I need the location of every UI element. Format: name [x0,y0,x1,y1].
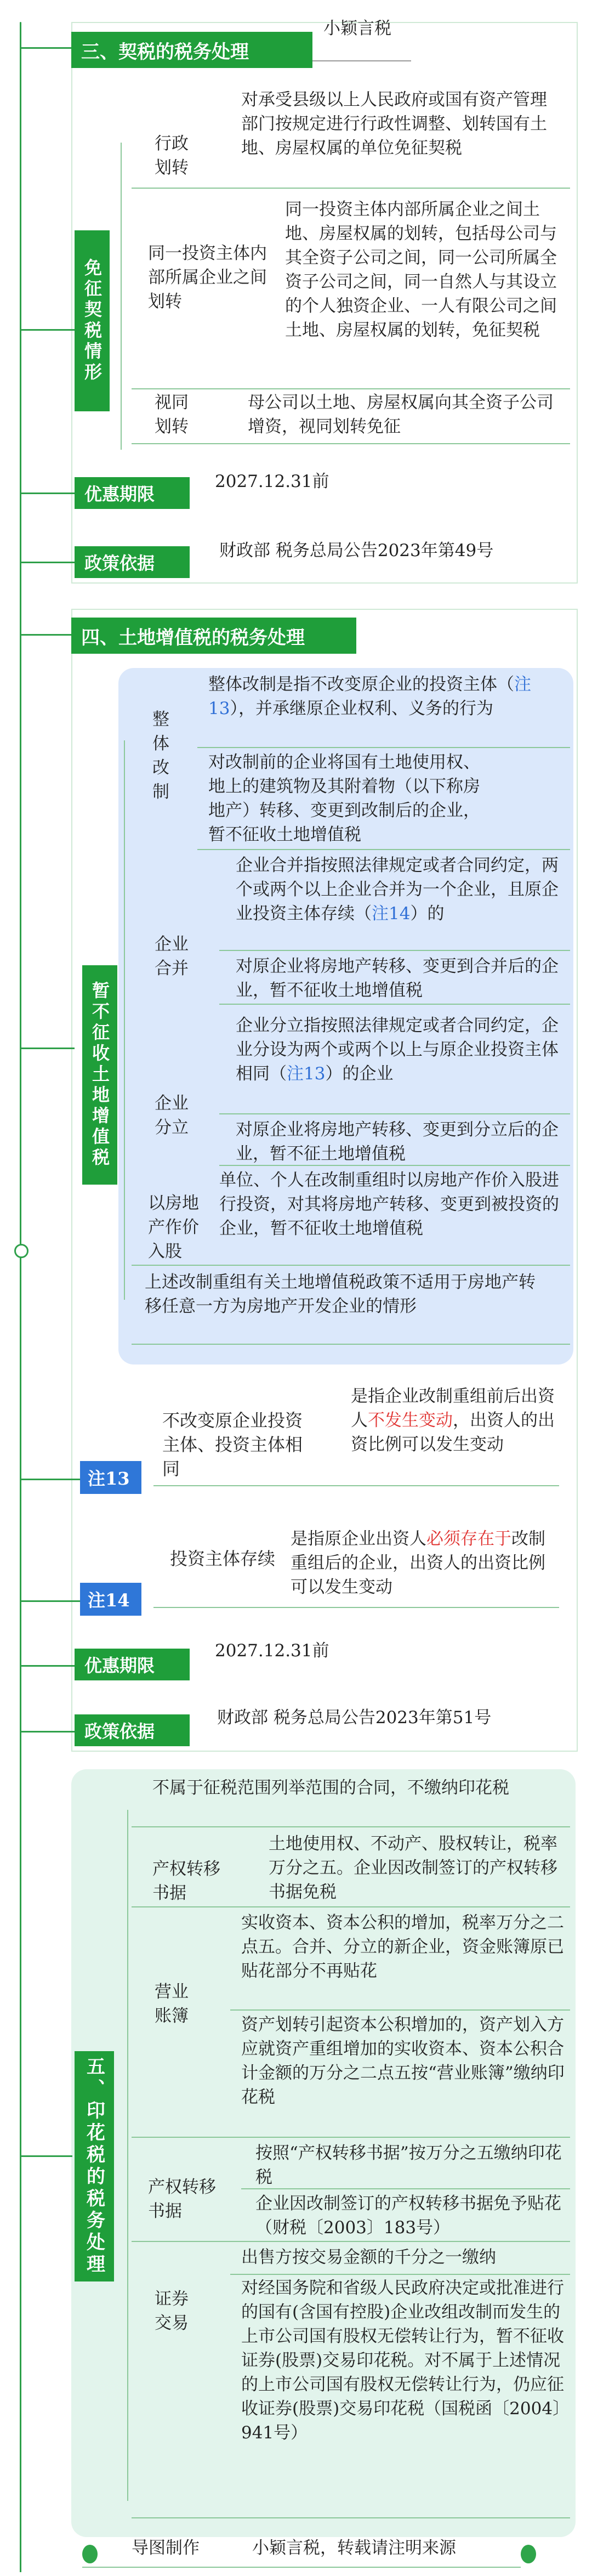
s3-item1-label: 行政划转 [155,134,189,178]
s3-period-value: 2027.12.31前 [215,472,329,491]
s3-connector [20,47,72,49]
s4-split-line1 [219,1113,570,1114]
s5-g1-text: 土地使用权、不动产、股权转让，税率万分之五。企业因改制签订的产权转移书据免税 [269,1834,557,1902]
s3-item2-line [132,388,570,389]
s4-split-def: 企业分立指按照法律规定或者合同约定，企业分设为两个或两个以上与原企业投资主体相同（注13）的企业 [236,1016,559,1084]
s4-split-label: 企业分立 [155,1094,189,1137]
trunk-line-bottom [20,1256,21,2572]
s5-g2-line1 [230,2009,570,2011]
s4-restructure-def: 整体改制是指不改变原企业的投资主体（注13），并承继原企业权利、义务的行为 [208,675,531,718]
s5-intro: 不属于征税范围列举范围的合同，不缴纳印花税 [152,1778,509,1798]
s4-period-connector [20,1665,75,1667]
s4-connector [20,634,72,636]
s4-restructure-line2 [197,849,570,850]
s3-item1-line [132,188,570,189]
s5-g1-label: 产权转移书据 [152,1859,220,1903]
s5-g4-line2 [132,2517,570,2518]
s4-note14-connector [20,1600,80,1602]
s3-exempt-label[interactable]: 免征契税情形 [75,230,110,411]
leaf-icon-left [82,2545,98,2563]
s5-g3-text1: 按照“产权转移书据”按万分之五缴纳印花税 [255,2143,562,2187]
s5-connector [20,2155,72,2157]
s4-restructure-label: 整体改制 [152,710,169,802]
root-node[interactable] [14,1244,29,1258]
footer-line [82,2567,521,2568]
s3-policy-label[interactable]: 政策依据 [75,546,190,578]
s5-g2-label: 营业账簿 [155,1982,189,2026]
leaf-icon-right [521,2545,536,2563]
s5-g2-line2 [132,2137,570,2138]
s4-merge-label: 企业合并 [155,935,189,978]
s4-note13-label[interactable]: 注13 [80,1461,141,1494]
s3-item3-line [132,443,570,444]
s4-note13-term: 不改变原企业投资主体、投资主体相同 [162,1410,303,1479]
s4-policy-value: 财政部 税务总局公告2023年第51号 [217,1708,492,1728]
s4-bracket [124,740,125,1300]
s4-invest-text: 单位、个人在改制重组时以房地产作价入股进行投资，对其将房地产转移、变更到被投资的企业，暂不征收土地增值税 [219,1170,559,1238]
s4-merge-line2 [219,1004,570,1005]
s4-exclude-line [132,1344,570,1345]
s5-g1-line [132,1906,570,1907]
footer-made-by: 导图制作 [132,2538,200,2558]
s5-vertical-label[interactable]: 五、印花税的税务处理 [75,2051,114,2281]
s5-g3-line2 [132,2241,570,2242]
s4-split-rule: 对原企业将房地产转移、变更到分立后的企业，暂不征土地增值税 [236,1120,559,1164]
s3-item2-label: 同一投资主体内部所属企业之间划转 [148,244,267,312]
s5-g3-text2: 企业因改制签订的产权转移书据免予贴花（财税〔2003〕183号） [255,2194,561,2238]
s4-note14-term: 投资主体存续 [170,1548,276,1569]
s4-note14-label[interactable]: 注14 [80,1583,141,1616]
s3-period-connector [20,492,75,494]
s4-note14-line [153,1607,559,1608]
s3-period-label[interactable]: 优惠期限 [75,477,190,509]
s4-vertical-connector [20,1048,75,1049]
s5-intro-line [132,1826,570,1827]
s3-item3-label: 视同划转 [155,393,189,437]
s3-item2-text: 同一投资主体内部所属企业之间土地、房屋权属的划转，包括母公司与其全资子公司之间，同一公司所属全资子公司之间，同一自然人与其设立的个人独资企业、一人有限公司之间土地、房屋权属的划转，免征契税 [285,200,557,340]
s3-exempt-bracket [121,143,122,450]
s5-g3-line1 [241,2188,570,2189]
s4-note14-text: 是指原企业出资人必须存在于改制重组后的企业，出资人的出资比例可以发生变动 [291,1529,545,1597]
s5-bracket [127,1810,128,2501]
s5-g4-text1: 出售方按交易金额的千分之一缴纳 [241,2247,496,2267]
s5-g4-line1 [230,2274,570,2275]
s4-period-value: 2027.12.31前 [215,1641,329,1661]
s3-policy-connector [20,562,75,563]
s5-g2-text2: 资产划转引起资本公积增加的，资产划入方应就资产重组增加的实收资本、资本公积合计金额的万分之二点五按“营业账簿”缴纳印花税 [241,2015,565,2107]
s3-title[interactable]: 三、契税的税务处理 [71,32,312,68]
s3-item3-text: 母公司以土地、房屋权属向其全资子公司增资，视同划转免征 [248,393,554,437]
s4-title[interactable]: 四、土地增值税的税务处理 [71,618,356,654]
s3-item1-text: 对承受县级以上人民政府或国有资产管理部门按规定进行行政性调整、划转国有土地、房屋权属的单位免征契税 [241,90,547,158]
s5-g3-label: 产权转移书据 [148,2177,216,2221]
s4-policy-label[interactable]: 政策依据 [75,1714,190,1746]
s4-policy-connector [20,1731,75,1733]
s4-note13-line [153,1485,559,1486]
s4-exclude-text: 上述改制重组有关土地增值税政策不适用于房地产转移任意一方为房地产开发企业的情形 [145,1272,536,1316]
s5-g4-text2: 对经国务院和省级人民政府决定或批准进行的国有(含国有控股)企业改组改制而发生的上市公司国有股权无偿转让行为，暂不征收证券(股票)交易印花税。对不属于上述情况的上市公司国有股权无偿转让行为，仍应征收证券(股票)交易印花税（国税函〔2004〕941号） [241,2278,564,2443]
s3-policy-value: 财政部 税务总局公告2023年第49号 [219,541,494,561]
s4-note13-text: 是指企业改制重组前后出资人不发生变动，出资人的出资比例可以发生变动 [351,1386,555,1454]
s5-g2-text1: 实收资本、资本公积的增加，税率万分之二点五。合并、分立的新企业，资金账簿原已贴花部分不再贴花 [241,1913,564,1981]
s4-merge-def: 企业合并指按照法律规定或者合同约定，两个或两个以上企业合并为一个企业，且原企业投资主体存续（注14）的 [236,856,559,924]
s3-underline [312,60,411,61]
s3-exempt-connector [20,329,75,331]
s4-merge-rule: 对原企业将房地产转移、变更到合并后的企业，暂不征收土地增值税 [236,956,559,1000]
s4-restructure-line1 [197,747,570,748]
s4-merge-line1 [219,950,570,951]
s3-author: 小颖言税 [323,19,391,38]
s4-split-line2 [219,1165,570,1166]
s4-invest-label: 以房地产作价入股 [148,1193,199,1261]
s4-note13-connector [20,1479,80,1480]
s4-invest-line [132,1265,570,1266]
trunk-line-top [20,22,21,1250]
s5-g4-label: 证券交易 [155,2289,189,2333]
footer-author: 小颖言税，转载请注明来源 [252,2538,456,2558]
s4-period-label[interactable]: 优惠期限 [75,1649,190,1680]
s4-restructure-rule: 对改制前的企业将国有土地使用权、地上的建筑物及其附着物（以下称房地产）转移、变更到改制后的企业，暂不征收土地增值税 [208,752,480,845]
s4-vertical-label[interactable]: 暂不征收土地增值税 [82,965,117,1185]
